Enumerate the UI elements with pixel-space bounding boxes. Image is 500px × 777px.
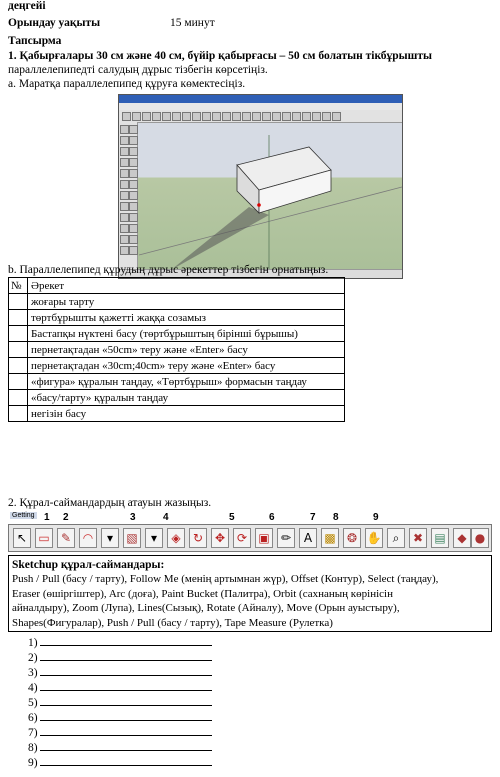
dropdown-arrow-icon: ▾ [145,528,163,548]
question-2-title: 2. Құрал-саймандардың атауын жазыңыз. [8,497,212,509]
follow-me-icon: ↻ [189,528,207,548]
table-cell: негізін басу [28,406,345,422]
table-cell: жоғары тарту [28,294,345,310]
time-value: 15 минут [170,17,215,29]
time-label: Орындау уақыты [8,17,101,29]
pan-icon: ✋ [365,528,383,548]
tape-measure-icon: ✏ [277,528,295,548]
toolbar-number: 5 [229,512,235,523]
tools-strip [8,524,492,552]
task-title: Тапсырма [8,35,62,47]
table-cell: «фигура» құралын таңдау, «Төртбұрыш» формасын таңдау [28,374,345,390]
table-cell: «басу/тарту» құралын таңдау [28,390,345,406]
warehouse-icon: ▤ [431,528,449,548]
answer-line[interactable]: 2) [28,650,212,664]
toolbar-number: 7 [310,512,316,523]
steps-table [8,277,345,422]
table-row [9,358,345,374]
table-row [9,342,345,358]
toolbar-number: 1 [44,512,50,523]
toolbar-number: 6 [269,512,275,523]
components-icon: ◆ [453,528,471,548]
question-1-line1: 1. Қабырғалары 30 см және 40 см, бүйір қабырғасы – 50 см болатын тікбұрышты [8,50,432,62]
question-1-line2: параллелепипедті салудың дұрыс тізбегін көрсетіңіз. [8,64,268,76]
select-arrow-icon: ↖ [13,528,31,548]
shapes-icon: ▧ [123,528,141,548]
move-icon: ✥ [211,528,229,548]
answer-line[interactable]: 6) [28,710,212,724]
toolbar-number: 9 [373,512,379,523]
sketchup-tools-title: Sketchup құрал-саймандары: [12,559,165,571]
answer-line[interactable]: 8) [28,740,212,754]
toolbar-number: 3 [130,512,136,523]
sketchup-tools-line: Push / Pull (басу / тарту), Follow Me (менің артымнан жүр), Offset (Контур), Select (таңдау), [12,573,439,585]
question-1a: a. Маратқа параллелепипед құруға көмектесіңіз. [8,78,246,90]
arc-icon: ◠ [79,528,97,548]
question-1b: b. Параллелепипед құрудың дұрыс әрекеттер тізбегін орнатыңыз. [8,264,329,276]
table-cell: Бастапқы нүктені басу (төртбұрыштың бірінші бұрышы) [28,326,345,342]
toolbar-image [8,512,492,552]
sketchup-tools-box [8,555,492,632]
sketchup-screenshot [118,94,403,279]
dropdown-arrow-icon: ▾ [101,528,119,548]
orbit-icon: ❂ [343,528,361,548]
text-icon: A [299,528,317,548]
table-row [9,374,345,390]
zoom-icon: ⌕ [387,528,405,548]
toolbar-number: 4 [163,512,169,523]
parallelepiped-drawing [119,95,402,278]
eraser-icon: ▭ [35,528,53,548]
header-num: № [9,278,28,294]
table-header-row [9,278,345,294]
table-row [9,310,345,326]
table-row [9,390,345,406]
table-row [9,326,345,342]
table-row [9,406,345,422]
paint-bucket-icon: ▩ [321,528,339,548]
offset-icon: ▣ [255,528,273,548]
sketchup-tools-line: Shapes(Фигуралар), Push / Pull (басу / тарту), Tape Measure (Рулетка) [12,616,333,629]
header-action: Әрекет [28,278,345,294]
push-pull-icon: ◈ [167,528,185,548]
lines-icon: ✎ [57,528,75,548]
table-row [9,294,345,310]
answer-line[interactable]: 4) [28,680,212,694]
zoom-extents-icon: ✖ [409,528,427,548]
table-cell: пернетақтадан «50cm» теру және «Enter» басу [28,342,345,358]
answer-line[interactable]: 3) [28,665,212,679]
table-cell: төртбұрышты қажетті жаққа созамыз [28,310,345,326]
answer-line[interactable]: 9) [28,755,212,769]
toolbar-number: 8 [333,512,339,523]
answer-line[interactable]: 7) [28,725,212,739]
answer-line[interactable]: 5) [28,695,212,709]
answer-line[interactable]: 1) [28,635,212,649]
toolbar-number: 2 [63,512,69,523]
rotate-icon: ⟳ [233,528,251,548]
extension-icon: ● [471,528,489,548]
table-cell: пернетақтадан «30cm;40cm» теру және «Enter» басу [28,358,345,374]
sketchup-tools-line: айналдыру), Zoom (Лупа), Lines(Сызық), Rotate (Айналу), Move (Орын ауыстыру), [12,602,400,614]
sketchup-tools-line: Eraser (өшіргіштер), Arc (доға), Paint Bucket (Палитра), Orbit (сахнаның көрінісін [12,587,393,600]
toolbar-caption: Getting [12,512,35,519]
level-label: деңгейі [8,0,46,12]
